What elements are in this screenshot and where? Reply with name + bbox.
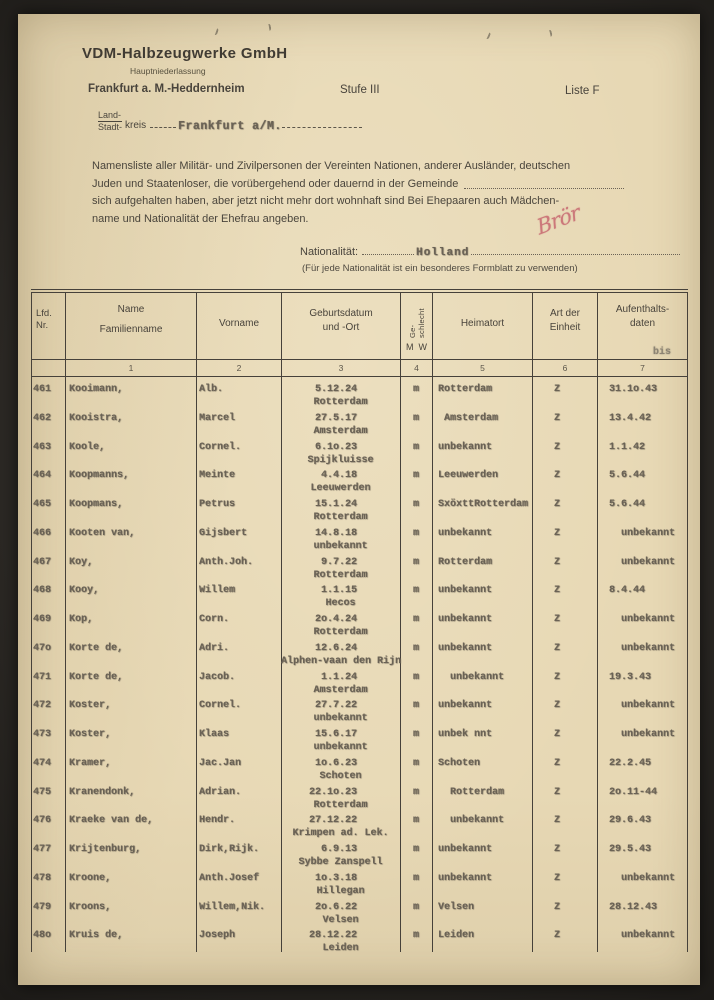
stay-until-date: unbekannt <box>609 556 676 568</box>
nationality-label: Nationalität: <box>300 246 359 258</box>
stay-until-date: unbekannt <box>609 729 676 740</box>
table-row <box>31 785 688 814</box>
sex-value: m <box>412 844 419 855</box>
birth-place: unbekannt <box>313 742 368 753</box>
sex-value: m <box>412 527 419 539</box>
first-name: Gijsbert <box>199 527 248 539</box>
first-name: Dirk,Rijk. <box>199 844 260 855</box>
header-text: Familienname <box>99 324 163 335</box>
family-name: Koopmans, <box>69 499 124 510</box>
ink-speck <box>212 27 219 35</box>
ink-speck <box>546 29 553 37</box>
table-row <box>31 583 688 612</box>
sex-value: m <box>412 499 419 510</box>
table-row <box>31 842 688 871</box>
row-number: 476 <box>33 815 52 827</box>
row-number: 474 <box>33 757 52 769</box>
first-name: Meinte <box>199 470 236 482</box>
birth-place: Rotterdam <box>313 569 368 581</box>
family-name: Kooy, <box>69 585 100 597</box>
header-text: Einheit <box>549 322 581 333</box>
family-name: Koster, <box>69 729 112 740</box>
table-row <box>31 756 688 785</box>
home-town: Leeuwerden <box>438 470 499 482</box>
first-name: Adrian. <box>199 786 242 798</box>
vertical-header-text <box>408 296 426 338</box>
birth-date: 15.6.17 <box>314 729 357 740</box>
birth-date: 6.9.13 <box>320 844 357 855</box>
table-row <box>31 670 688 699</box>
column-number: 5 <box>433 360 533 376</box>
row-number: 467 <box>33 556 52 568</box>
birth-date: 5.12.24 <box>314 384 357 395</box>
table-row <box>31 698 688 727</box>
first-name: Alb. <box>199 384 224 395</box>
home-town: unbekannt <box>438 815 505 827</box>
birth-place: Alphen-vaan den Rijn <box>281 655 402 667</box>
row-number: 469 <box>33 614 52 625</box>
birth-place: Amsterdam <box>313 684 368 696</box>
header-text: daten <box>629 318 656 329</box>
dotted-fill <box>464 176 624 190</box>
family-name: Kooten van, <box>69 527 136 539</box>
sex-value: m <box>412 757 419 769</box>
unit-type: Z <box>553 441 560 453</box>
first-name: Jac.Jan <box>199 757 242 769</box>
home-town: unbekannt <box>438 844 493 855</box>
header-text: W <box>418 342 427 352</box>
family-name: Kop, <box>69 614 94 625</box>
dash-fill <box>282 126 362 128</box>
home-town: unbekannt <box>438 671 505 683</box>
row-number: 471 <box>33 671 52 683</box>
home-town: unbekannt <box>438 441 493 453</box>
header-text: Ge- <box>407 324 417 338</box>
company-name: VDM-Halbzeugwerke GmbH <box>82 45 288 62</box>
company-location: Frankfurt a. M.-Heddernheim <box>88 83 245 95</box>
unit-type: Z <box>553 671 560 683</box>
birth-place: Rotterdam <box>313 627 368 638</box>
home-town: unbekannt <box>438 872 493 884</box>
handwritten-red-mark: Brör <box>534 200 582 240</box>
persons-table <box>31 292 688 955</box>
nationality-typed-value: Holland <box>416 247 470 259</box>
stay-until-date: unbekannt <box>609 614 676 625</box>
first-name: Petrus <box>199 499 236 510</box>
birth-date: 9.7.22 <box>320 556 357 568</box>
birth-place: Spijkluisse <box>307 454 374 466</box>
table-row <box>31 900 688 929</box>
table-row <box>31 382 688 411</box>
stay-until-date: 5.6.44 <box>609 470 646 482</box>
family-name: Kramer, <box>69 757 112 769</box>
dash-fill <box>150 126 176 128</box>
row-number: 475 <box>33 786 52 798</box>
table-row <box>31 612 688 641</box>
unit-type: Z <box>553 527 560 539</box>
header-vorname <box>197 293 282 359</box>
row-number: 464 <box>33 470 52 482</box>
column-number: 7 <box>598 360 688 376</box>
header-text: und -Ort <box>322 322 360 333</box>
header-text: Name <box>117 304 145 315</box>
family-name: Koy, <box>69 556 94 568</box>
column-number: 6 <box>533 360 598 376</box>
birth-place: Schoten <box>319 770 362 782</box>
row-number: 468 <box>33 585 52 597</box>
unit-type: Z <box>553 556 560 568</box>
birth-place: Rotterdam <box>313 397 368 408</box>
row-number: 466 <box>33 527 52 539</box>
first-name: Joseph <box>199 930 236 942</box>
sex-value: m <box>412 470 419 482</box>
birth-date: 1o.6.23 <box>314 757 357 769</box>
birth-date: 27.5.17 <box>314 412 357 424</box>
first-name: Willem,Nik. <box>199 901 266 913</box>
stay-until-date: 13.4.42 <box>609 412 652 424</box>
stay-until-date: unbekannt <box>609 642 676 654</box>
birth-date: 14.8.18 <box>314 527 357 539</box>
sex-value: m <box>412 930 419 942</box>
row-number: 472 <box>33 700 52 712</box>
stay-until-date: unbekannt <box>609 930 676 942</box>
birth-date: 6.1o.23 <box>314 441 357 453</box>
first-name: Hendr. <box>199 815 236 827</box>
birth-place: Leeuwerden <box>310 483 371 495</box>
stay-until-date: 31.1o.43 <box>609 384 658 395</box>
column-number <box>32 360 66 376</box>
kreis-label: kreis <box>125 120 147 131</box>
land-label: Land- <box>98 110 122 120</box>
column-number: 4 <box>401 360 433 376</box>
home-town: Velsen <box>438 901 475 913</box>
sex-value: m <box>412 700 419 712</box>
unit-type: Z <box>553 384 560 395</box>
stay-until-date: 29.6.43 <box>609 815 652 827</box>
column-number: 2 <box>197 360 282 376</box>
birth-date: 1.1.24 <box>320 671 357 683</box>
birth-date: 1.1.15 <box>320 585 357 597</box>
birth-date: 15.1.24 <box>314 499 357 510</box>
column-number: 3 <box>282 360 401 376</box>
row-number: 473 <box>33 729 52 740</box>
home-town: Rotterdam <box>438 384 493 395</box>
unit-type: Z <box>553 901 560 913</box>
birth-place: unbekannt <box>313 713 368 725</box>
unit-type: Z <box>553 642 560 654</box>
header-text: Art der <box>549 308 580 319</box>
table-row <box>31 641 688 670</box>
header-einheit <box>533 293 598 359</box>
stay-until-date: 5.6.44 <box>609 499 646 510</box>
home-town: unbekannt <box>438 642 493 654</box>
unit-type: Z <box>553 757 560 769</box>
table-row <box>31 411 688 440</box>
family-name: Kraeke van de, <box>69 815 154 827</box>
birth-place: unbekannt <box>313 540 368 552</box>
home-town: unbekannt <box>438 585 493 597</box>
first-name: Willem <box>199 585 236 597</box>
stay-until-date: 19.3.43 <box>609 671 652 683</box>
family-name: Kranendonk, <box>69 786 136 798</box>
unit-type: Z <box>553 786 560 798</box>
intro-line-2: Juden und Staatenloser, die vorübergehend oder dauernd in der Gemeinde <box>92 177 459 190</box>
home-town: unbek nnt <box>438 729 493 740</box>
stay-until-date: 28.12.43 <box>609 901 658 913</box>
home-town: Schoten <box>438 757 481 769</box>
sex-value: m <box>412 441 419 453</box>
birth-place: Rotterdam <box>313 799 368 811</box>
birth-date: 27.12.22 <box>308 815 357 827</box>
header-geschlecht <box>401 293 433 359</box>
unit-type: Z <box>553 844 560 855</box>
birth-date: 28.12.22 <box>308 930 357 942</box>
header-geburtsdatum <box>282 293 401 359</box>
stay-until-date: 1.1.42 <box>609 441 646 453</box>
table-row <box>31 526 688 555</box>
first-name: Cornel. <box>199 700 242 712</box>
home-town: Rotterdam <box>438 786 505 798</box>
sex-value: m <box>412 729 419 740</box>
header-text: Nr. <box>36 320 49 331</box>
stufe-label: Stufe III <box>340 84 380 96</box>
birth-date: 2o.4.24 <box>314 614 357 625</box>
first-name: Corn. <box>199 614 230 625</box>
unit-type: Z <box>553 470 560 482</box>
family-name: Korte de, <box>69 642 124 654</box>
intro-line-4: name und Nationalität der Ehefrau angeben. <box>92 212 309 225</box>
stay-until-date: unbekannt <box>609 872 676 884</box>
birth-date: 22.1o.23 <box>308 786 357 798</box>
row-number: 462 <box>33 412 52 424</box>
birth-date: 12.6.24 <box>314 642 357 654</box>
first-name: Anth.Josef <box>199 872 260 884</box>
unit-type: Z <box>553 815 560 827</box>
birth-date: 2o.6.22 <box>314 901 357 913</box>
sex-value: m <box>412 614 419 625</box>
home-town: SxöxttRotterdam <box>438 499 529 510</box>
district-typed-value: Frankfurt a/M. <box>178 120 282 133</box>
unit-type: Z <box>553 614 560 625</box>
unit-type: Z <box>553 930 560 942</box>
unit-type: Z <box>553 499 560 510</box>
birth-date: 1o.3.18 <box>314 872 357 884</box>
birth-place: Hecos <box>325 598 356 610</box>
unit-type: Z <box>553 585 560 597</box>
sex-value: m <box>412 815 419 827</box>
row-number: 47o <box>33 642 52 654</box>
family-name: Koopmanns, <box>69 470 130 482</box>
first-name: Marcel <box>199 412 236 424</box>
family-name: Kooimann, <box>69 384 124 395</box>
unit-type: Z <box>553 700 560 712</box>
stay-until-date: 8.4.44 <box>609 585 646 597</box>
header-name <box>66 293 197 359</box>
home-town: unbekannt <box>438 614 493 625</box>
first-name: Klaas <box>199 729 230 740</box>
stadt-label: Stadt- <box>98 122 123 132</box>
dotted-fill <box>362 254 414 255</box>
table-row <box>31 555 688 584</box>
family-name: Kooistra, <box>69 412 124 424</box>
first-name: Anth.Joh. <box>199 556 254 568</box>
home-town: unbekannt <box>438 527 493 539</box>
sex-value: m <box>412 786 419 798</box>
birth-place: Hillegan <box>316 885 365 897</box>
nationality-line <box>300 246 680 258</box>
intro-line-3: sich aufgehalten haben, aber jetzt nicht mehr dort wohnhaft sind Bei Ehepaaren auch Mädchen- <box>92 195 560 207</box>
birth-place: Krimpen ad. Lek. <box>292 828 389 840</box>
dotted-fill <box>471 254 680 255</box>
birth-place: Rotterdam <box>313 512 368 523</box>
row-number: 477 <box>33 844 52 855</box>
branch-label: Hauptniederlassung <box>130 66 206 76</box>
unit-type: Z <box>553 872 560 884</box>
intro-line-1: Namensliste aller Militär- und Zivilpersonen der Vereinten Nationen, anderer Ausländer, deutschen <box>92 160 571 172</box>
header-text: M <box>406 342 414 352</box>
header-text: Lfd. <box>36 308 52 319</box>
table-row <box>31 440 688 469</box>
row-number: 48o <box>33 930 52 942</box>
family-name: Krijtenburg, <box>69 844 142 855</box>
unit-type: Z <box>553 729 560 740</box>
table-row <box>31 468 688 497</box>
stay-until-date: 29.5.43 <box>609 844 652 855</box>
sex-value: m <box>412 872 419 884</box>
stay-until-date: unbekannt <box>609 527 676 539</box>
row-number: 478 <box>33 872 52 884</box>
family-name: Kroons, <box>69 901 112 913</box>
home-town: Leiden <box>438 930 475 942</box>
header-text: Aufenthalts- <box>615 304 670 315</box>
birth-date: 4.4.18 <box>320 470 357 482</box>
table-row <box>31 928 688 957</box>
header-lfd-nr <box>32 293 66 359</box>
land-stadt-fraction <box>98 110 122 132</box>
liste-label: Liste F <box>565 85 600 97</box>
row-number: 461 <box>33 384 52 395</box>
table-body <box>31 377 688 955</box>
birth-place: Velsen <box>322 914 359 926</box>
family-name: Koster, <box>69 700 112 712</box>
header-heimatort <box>433 293 533 359</box>
row-number: 463 <box>33 441 52 453</box>
home-town: Rotterdam <box>438 556 493 568</box>
pencil-annotation-bis: bis <box>652 347 671 358</box>
table-row <box>31 727 688 756</box>
sex-letters <box>401 342 432 352</box>
first-name: Jacob. <box>199 671 236 683</box>
table-row <box>31 813 688 842</box>
home-town: Amsterdam <box>438 412 499 424</box>
nationality-note: (Für jede Nationalität ist ein besonderes Formblatt zu verwenden) <box>302 263 578 274</box>
table-header-row <box>31 293 688 360</box>
table-row <box>31 871 688 900</box>
first-name: Adri. <box>199 642 230 654</box>
sex-value: m <box>412 585 419 597</box>
family-name: Koole, <box>69 441 106 453</box>
home-town: unbekannt <box>438 700 493 712</box>
header-text: Vorname <box>218 318 260 329</box>
birth-place: Amsterdam <box>313 425 368 437</box>
family-name: Kroone, <box>69 872 112 884</box>
header-aufenthaltsdaten <box>598 293 688 359</box>
sex-value: m <box>412 671 419 683</box>
family-name: Korte de, <box>69 671 124 683</box>
ink-speck <box>484 31 491 39</box>
stay-until-date: 22.2.45 <box>609 757 652 769</box>
column-number-row <box>31 360 688 377</box>
sex-value: m <box>412 412 419 424</box>
header-text: Geburtsdatum <box>309 308 373 319</box>
birth-date: 27.7.22 <box>314 700 357 712</box>
sex-value: m <box>412 901 419 913</box>
sex-value: m <box>412 556 419 568</box>
first-name: Cornel. <box>199 441 242 453</box>
family-name: Kruis de, <box>69 930 124 942</box>
ink-speck <box>265 24 271 32</box>
birth-place: Leiden <box>322 943 359 955</box>
table-row <box>31 497 688 526</box>
column-number: 1 <box>66 360 197 376</box>
district-line <box>98 110 364 132</box>
row-number: 465 <box>33 499 52 510</box>
stay-until-date: 2o.11-44 <box>609 786 658 798</box>
header-text: schlecht <box>416 308 426 338</box>
row-number: 479 <box>33 901 52 913</box>
unit-type: Z <box>553 412 560 424</box>
stay-until-date: unbekannt <box>609 700 676 712</box>
sex-value: m <box>412 384 419 395</box>
document-page <box>18 14 700 985</box>
sex-value: m <box>412 642 419 654</box>
birth-place: Sybbe Zanspell <box>298 857 383 868</box>
header-text: Heimatort <box>460 318 505 329</box>
